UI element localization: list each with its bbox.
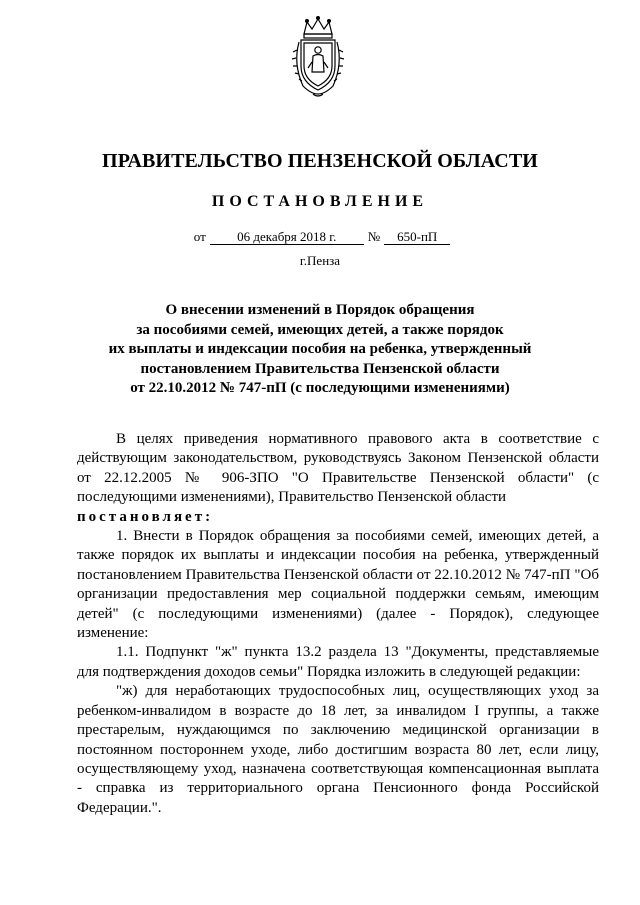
preamble-paragraph: В целях приведения нормативного правового акта в соответствие с действующим законодательством, руководствуясь Законом Пензенской области от 22.12.2005 № 906-ЗПО "О Правительстве Пензенской области" (с последующими изменениями), Правительство Пензенской области xyxy=(77,431,599,506)
decree-word: постановляет: xyxy=(77,508,214,525)
document-type: ПОСТАНОВЛЕНИЕ xyxy=(211,193,429,210)
subject-line: О внесении изменений в Порядок обращения xyxy=(165,302,475,318)
number-prefix: № xyxy=(367,229,381,244)
subject-line: от 22.10.2012 № 747-пП (с последующими изменениями) xyxy=(130,380,510,397)
subject-line: их выплаты и индексации пособия на ребенка, утвержденный xyxy=(108,341,532,358)
document-number: 650-пП xyxy=(384,229,450,245)
city: г.Пенза xyxy=(299,253,341,268)
document-subject xyxy=(100,301,540,399)
subject-line: за пособиями семей, имеющих детей, а также порядок xyxy=(136,321,504,338)
subject-line: постановлением Правительства Пензенской области xyxy=(140,360,500,377)
document-date: 06 декабря 2018 г. xyxy=(210,229,364,245)
coat-of-arms-icon xyxy=(291,16,345,98)
date-prefix: от xyxy=(193,229,206,244)
amendment-text-paragraph: "ж) для неработающих трудоспособных лиц, осуществляющих уход за ребенком-инвалидом в возрасте до 18 лет, за инвалидом I группы, а также престарелым, нуждающимся по заключению медицинской организации в постоянном постороннем уходе, либо достигшим возраста 80 лет, если лицу, осуществляющему уход, назначена соответствующая компенсационная выплата - справка из территориального органа Пенсионного фонда Российской Федерации.". xyxy=(77,683,599,816)
document-body xyxy=(77,430,599,818)
government-title: ПРАВИТЕЛЬСТВО ПЕНЗЕНСКОЙ ОБЛАСТИ xyxy=(102,150,538,172)
date-number-line xyxy=(0,229,640,245)
clause-1-paragraph: 1. Внести в Порядок обращения за пособиями семей, имеющих детей, а также порядок их выплаты и индексации пособия на ребенка, утвержденный постановлением Правительства Пензенской области от 22.10.2012 № 747-пП "Об организации предоставления мер социальной поддержки семьям, имеющим детей" (с последующими изменениями) (далее - Порядок), следующее изменение: xyxy=(77,528,599,642)
clause-1-1-paragraph: 1.1. Подпункт "ж" пункта 13.2 раздела 13 "Документы, представляемые для подтверждения доходов семьи" Порядка изложить в следующей редакции: xyxy=(77,644,599,680)
